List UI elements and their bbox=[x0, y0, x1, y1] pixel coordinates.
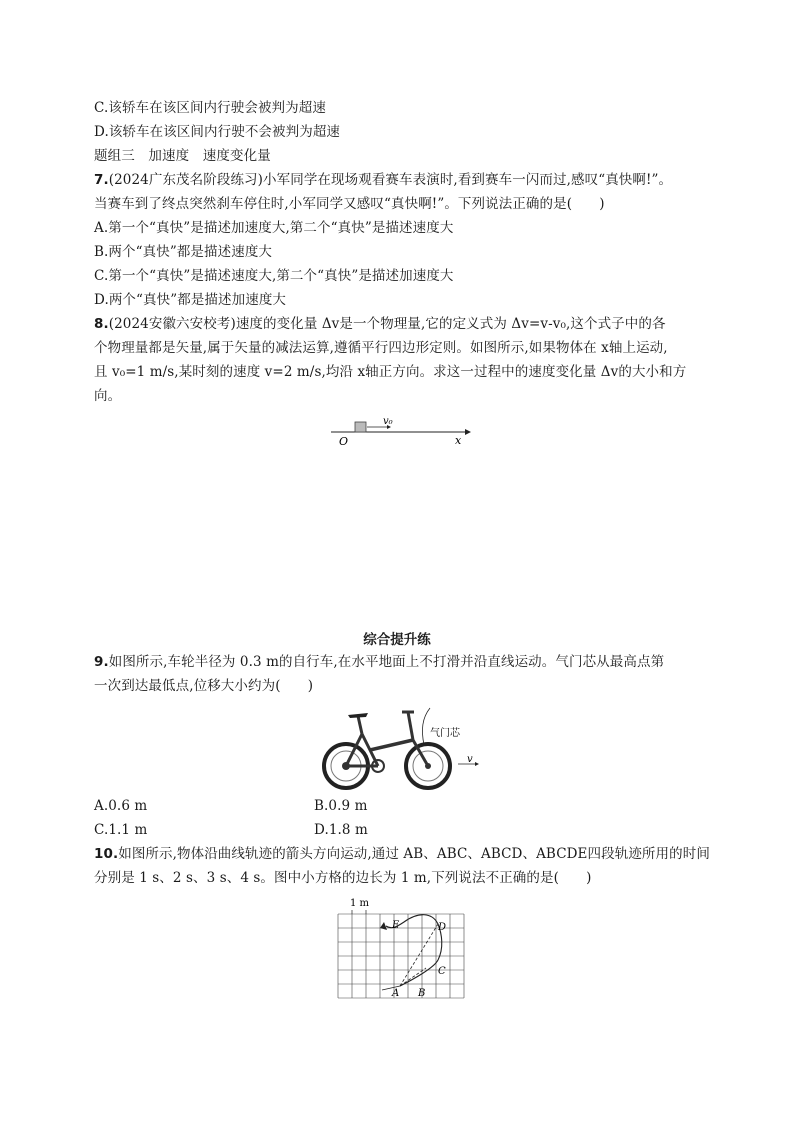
q9-options-row2 bbox=[94, 820, 368, 840]
group3-title: 题组三 加速度 速度变化量 bbox=[94, 148, 271, 164]
valve-label: 气门芯 bbox=[430, 728, 460, 739]
scale-label: 1 m bbox=[350, 898, 370, 909]
seat bbox=[348, 713, 368, 718]
q8-number: 8. bbox=[94, 316, 109, 332]
q8-text1: (2024安徽六安校考)速度的变化量 Δv是一个物理量,它的定义式为 Δv=v-v₀,这个式子中的各 bbox=[108, 316, 666, 332]
q10-number: 10. bbox=[94, 846, 119, 862]
block bbox=[355, 422, 366, 432]
q7-option-b: B.两个“真快”都是描述速度大 bbox=[94, 244, 273, 260]
point-d-label: D bbox=[438, 922, 447, 933]
q10-line1 bbox=[94, 844, 710, 864]
trajectory-arrow-icon bbox=[380, 922, 387, 930]
valve-pointer-line bbox=[422, 708, 430, 745]
x-axis-arrow-icon bbox=[465, 429, 471, 435]
x-axis-label: x bbox=[455, 434, 462, 447]
q8-axis-figure bbox=[325, 412, 475, 452]
q7-line2: 当赛车到了终点突然刹车停住时,小军同学又感叹“真快啊!”。下列说法正确的是( ) bbox=[94, 196, 605, 212]
q9-number: 9. bbox=[94, 654, 109, 670]
q7-line1 bbox=[94, 170, 672, 190]
velocity-label: v bbox=[467, 754, 473, 765]
origin-label: O bbox=[339, 435, 349, 448]
point-c-label: C bbox=[438, 966, 446, 977]
q9-options-row1 bbox=[94, 796, 368, 816]
q8-line1 bbox=[94, 314, 666, 334]
q9-option-d: D.1.8 m bbox=[314, 822, 368, 838]
q9-option-b: B.0.9 m bbox=[314, 798, 368, 814]
velocity-arrow-icon bbox=[475, 762, 479, 766]
q7-number: 7. bbox=[94, 172, 109, 188]
q7-option-d: D.两个“真快”都是描述加速度大 bbox=[94, 292, 287, 308]
section-title: 综合提升练 bbox=[363, 632, 431, 648]
q9-bicycle-figure bbox=[318, 700, 483, 792]
q9-text1: 如图所示,车轮半径为 0.3 m的自行车,在水平地面上不打滑并沿直线运动。气门芯从最高点第 bbox=[108, 654, 665, 670]
q8-line2: 个物理量都是矢量,属于矢量的减法运算,遵循平行四边形定则。如图所示,如果物体在 x轴上运动, bbox=[94, 340, 668, 356]
q7-option-a: A.第一个“真快”是描述加速度大,第二个“真快”是描述速度大 bbox=[94, 220, 454, 236]
q9-line2: 一次到达最低点,位移大小约为( ) bbox=[94, 678, 314, 694]
q8-line3: 且 v₀=1 m/s,某时刻的速度 v=2 m/s,均沿 x轴正方向。求这一过程中的速度变化量 Δv的大小和方 bbox=[94, 364, 687, 380]
q9-option-c: C.1.1 m bbox=[94, 822, 148, 838]
q9-line1 bbox=[94, 652, 664, 672]
point-b-label: B bbox=[418, 988, 426, 999]
v0-label: v₀ bbox=[383, 416, 393, 427]
q7-text1: (2024广东茂名阶段练习)小军同学在现场观看赛车表演时,看到赛车一闪而过,感叹“真快啊!”。 bbox=[108, 172, 673, 188]
point-e-label: E bbox=[392, 920, 400, 931]
q10-grid-figure bbox=[330, 896, 470, 1000]
q8-line4: 向。 bbox=[94, 388, 122, 404]
chord-ad bbox=[400, 924, 438, 986]
q9-option-a: A.0.6 m bbox=[94, 798, 148, 814]
q10-text1: 如图所示,物体沿曲线轨迹的箭头方向运动,通过 AB、ABC、ABCD、ABCDE四段轨迹所用的时间 bbox=[118, 846, 710, 862]
q7-option-c: C.第一个“真快”是描述速度大,第二个“真快”是描述加速度大 bbox=[94, 268, 454, 284]
q6-option-c: C.该轿车在该区间内行驶会被判为超速 bbox=[94, 100, 326, 116]
q10-line2: 分别是 1 s、2 s、3 s、4 s。图中小方格的边长为 1 m,下列说法不正确的是( ) bbox=[94, 870, 592, 886]
q6-option-d: D.该轿车在该区间内行驶不会被判为超速 bbox=[94, 124, 341, 140]
point-a-label: A bbox=[392, 988, 400, 999]
